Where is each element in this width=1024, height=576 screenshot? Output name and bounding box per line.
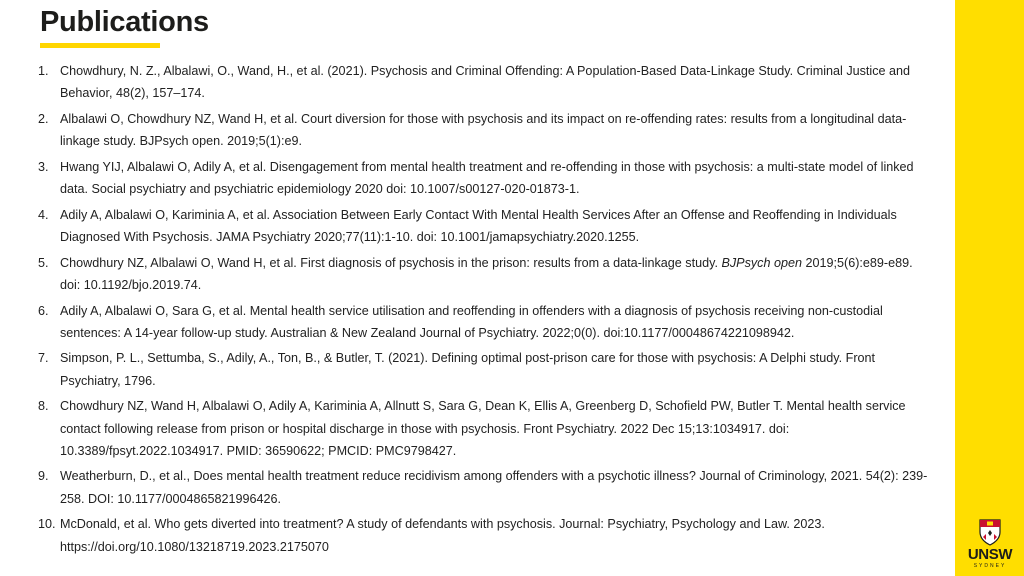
list-item (38, 395, 928, 462)
item-text: McDonald, et al. Who gets diverted into treatment? A study of defendants with psychosis. Journal: Psychiatry, Psychology and Law. 2023. https://doi.org/10.1080/13218719.2023.2175070 (60, 517, 825, 554)
item-number: 10. (38, 517, 56, 532)
list-item (38, 465, 928, 509)
item-text: Adily A, Albalawi O, Kariminia A, et al. Association Between Early Contact With Mental Health Services After an Offense and Reoffending in Individuals Diagnosed With Psychosis. JAMA Psychiatry 2020;77(11):1-10. doi: 10.1001/jamapsychiatry.2020.1255. (60, 207, 897, 244)
item-text: Chowdhury NZ, Wand H, Albalawi O, Adily A, Kariminia A, Allnutt S, Sara G, Dean K, Ellis A, Greenberg D, Schofield PW, Butler T. Mental health service contact following release from prison or hospital discharge in those with psychosis. Front Psychiatry. 2022 Dec 15;13:1034917. doi: 10.3389/fpsyt.2022.1034917. PMID: 36590622; PMCID: PMC9798427. (60, 399, 906, 458)
item-text: Weatherburn, D., et al., Does mental health treatment reduce recidivism among offenders with a psychotic illness? Journal of Criminology, 2021. 54(2): 239-258. DOI: 10.1177/0004865821996426. (60, 469, 928, 506)
item-text: Chowdhury, N. Z., Albalawi, O., Wand, H., et al. (2021). Psychosis and Criminal Offending: A Population-Based Data-Linkage Study. Criminal Justice and Behavior, 48(2), 157–174. (60, 64, 911, 101)
journal-name-italic: BJPsych open (721, 255, 802, 270)
list-item (38, 513, 928, 557)
title-underline (40, 43, 160, 48)
list-item (38, 204, 928, 248)
list-item (38, 156, 928, 200)
item-number: 3. (38, 159, 49, 174)
item-number: 5. (38, 255, 49, 270)
logo-subtitle: SYDNEY (973, 563, 1007, 569)
item-text: Hwang YIJ, Albalawi O, Adily A, et al. Disengagement from mental health treatment and re-offending in those with psychosis: a multi-state model of linked data. Social psychiatry and psychiatric epidemiology 2020 doi: 10.1007/s00127-020-01873-1. (60, 159, 914, 197)
item-number: 9. (38, 469, 49, 484)
item-text: Simpson, P. L., Settumba, S., Adily, A., Ton, B., & Butler, T. (2021). Defining optimal post-prison care for those with psychosis: A Delphi study. Front Psychiatry, 1796. (60, 351, 876, 388)
list-item (38, 252, 928, 296)
item-number: 2. (38, 111, 49, 126)
item-text: Adily A, Albalawi O, Sara G, et al. Mental health service utilisation and reoffending in offenders with a diagnosis of psychosis receiving non-custodial sentences: A 14-year follow-up study. Australian & New Zealand Journal of Psychiatry. 2022;0(0). doi:10.1177/00048674221098942. (60, 303, 883, 340)
item-number: 8. (38, 399, 49, 414)
list-item (38, 108, 928, 152)
item-number: 1. (38, 64, 49, 78)
crest-icon (978, 518, 1002, 546)
item-text: Albalawi O, Chowdhury NZ, Wand H, et al. Court diversion for those with psychosis and its impact on re-offending rates: results from a longitudinal data-linkage study. BJPsych open. 2019;5(1):e9. (60, 111, 907, 149)
yellow-side-band (955, 0, 1024, 576)
list-item (38, 300, 928, 344)
item-number: 7. (38, 351, 49, 366)
logo-wordmark: UNSW (967, 546, 1013, 563)
item-number: 6. (38, 303, 49, 318)
item-text: Chowdhury NZ, Albalawi O, Wand H, et al. First diagnosis of psychosis in the prison: results from a data-linkage study. BJPsych open 2019;5(6):e89-e89. doi: 10.1192/bjo.2019.74. (60, 255, 913, 292)
list-item (38, 60, 928, 104)
unsw-logo (958, 512, 1022, 574)
page-title: Publications (40, 6, 209, 38)
item-number: 4. (38, 207, 49, 222)
list-item (38, 347, 928, 391)
publication-list (38, 60, 928, 561)
